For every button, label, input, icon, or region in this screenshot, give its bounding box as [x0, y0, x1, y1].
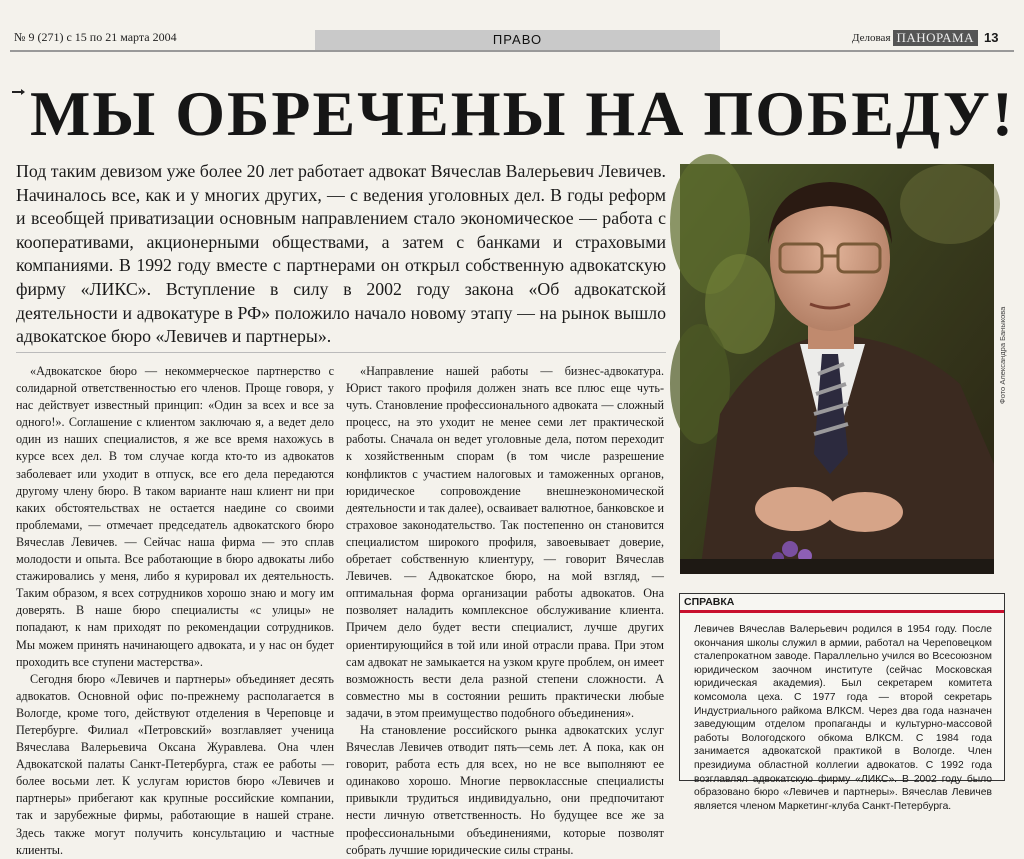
brand-small: Деловая: [852, 32, 891, 44]
section-title: ПРАВО: [492, 32, 543, 47]
brand: [852, 30, 978, 46]
info-box: [679, 593, 1005, 812]
article-column-1: [16, 363, 334, 859]
headline: МЫ ОБРЕЧЕНЫ НА ПОБЕДУ!: [30, 78, 1016, 149]
pointing-hand-icon: [12, 88, 26, 96]
column-1-paragraph: Сегодня бюро «Левичев и партнеры» объединяет десять адвокатов. Основной офис по-прежнему располагается в Вологде, кроме того, действуют отделения в Череповце и Петербурге. Филиал «Петровский» возглавляет ученица Вячеслава Валерьевича Оксана Журавлева. Она член Адвокатской палаты Санкт-Петербурга, стаж ее работы — более восьми лет. К услугам юристов бюро «Левичев и партнеры» прибегают как крупные российские компании, так и зарубежные фирмы, работающие в нашей стране. Здесь также могут получить консультацию и частные клиенты.: [16, 671, 334, 857]
header-divider: [10, 50, 1014, 52]
info-box-text: Левичев Вячеслав Валерьевич родился в 1954 году. После окончания школы служил в армии, работал на Череповецком сталепрокатном заводе. Параллельно учился во Всесоюзном юридическом заочном институте (сейчас Московская юридическая академия). Был секретарем комитета комсомола цеха. С 1977 года — второй секретарь Индустриального райкома ВЛКСМ. Через два года назначен заведующим отделом пропаганды и культурно-массовой работы Вологодского обкома ВЛКСМ. С 1984 года занимается адвокатской практикой в Вологде. Член президиума областной коллегии адвокатов. С 1992 года возглавлял адвокатскую фирму «ЛИКС». В 2002 году было образовано бюро «Левичев и партнеры». Вячеслав Левичев является членом Маркетинг-клуба Санкт-Петербурга.: [694, 624, 992, 812]
info-box-accent-line: [680, 610, 1004, 613]
info-box-title: СПРАВКА: [684, 596, 735, 608]
photo-credit: Фото Александра Баныкова: [998, 306, 1007, 404]
page-number: 13: [984, 30, 999, 45]
lead-paragraph: Под таким девизом уже более 20 лет работает адвокат Вячеслав Валерьевич Левичев. Начиналось все, как и у многих других, — с ведения уголовных дел. В годы реформ и всеобщей приватизации основным направлением стало экономическое — работа с кооперативами, акционерными обществами, а затем с банками и страховыми компаниями. В 1992 году вместе с партнерами он открыл собственную адвокатскую фирму «ЛИКС». Вступление в силу в 2002 году закона «Об адвокатской деятельности и адвокатуре в РФ» положило начало новому этапу — на рынок вышло адвокатское бюро «Левичев и партнеры».: [16, 161, 666, 347]
brand-name: ПАНОРАМА: [893, 30, 978, 46]
issue-info: № 9 (271) с 15 по 21 марта 2004: [14, 30, 177, 44]
column-2-paragraph: «Направление нашей работы — бизнес-адвокатура. Юрист такого профиля должен знать все плюс еще чуть-чуть. Становление профессионального адвоката — сложный процесс, на это уходит не менее семи лет практической работы. Сначала он ведет уголовные дела, потом переходит к хозяйственным спорам (в том числе разрешение конфликтов с участием налоговых и таможенных органов, юридическое сопровождение внешнеэкономической деятельности и так далее), осваивает валютное, банковское и страховое законодательство. Так постепенно он становится специалистом широкого профиля, завоевывает доверие, обретает собственную клиентуру, — говорит Вячеслав Левичев. — Адвокатское бюро, на мой взгляд, — оптимальная форма организации работы адвокатов. Она позволяет наладить комплексное обслуживание клиента. Причем дело будет вести специалист, лучше других ориентирующийся в той или иной отрасли права. При этом сам адвокат не замыкается на узком круге проблем, он имеет возможность вести дела разной степени сложности. А совместно мы в состоянии решить практически любые задачи, в этом преимущество подобного объединения».: [346, 364, 664, 720]
article-column-2: [346, 363, 664, 859]
column-2-paragraph: На становление российского рынка адвокатских услуг Вячеслав Левичев отводит пять—семь лет. А пока, как он говорит, работа есть для всех, но не все выполняют ее одинаково хорошо. Многие первоклассные специалисты привыкли трудиться индивидуально, они предпочитают нести личную ответственность. Но будущее все же за профессиональными объединениями, которые позволят собрать лучшие юридические силы страны.: [346, 722, 664, 857]
section-bar: [315, 30, 720, 50]
portrait-photo: [680, 164, 994, 574]
lead-divider: [16, 352, 666, 353]
column-1-paragraph: «Адвокатское бюро — некоммерческое партнерство с солидарной ответственностью его членов. Проще говоря, у нас действует известный принцип: «Один за всех и все за одного!». Соглашение с клиентом заключаю я, а ведет дело один из наших специалистов, я же все время нахожусь в курсе всех дел. В том случае когда кто-то из адвокатов заболевает или уходит в отпуск, все его дела передаются другому члену бюро. В таком варианте наш клиент ни при каких обстоятельствах не остается наедине со своими проблемами, — отмечает председатель адвокатского бюро Вячеслав Левичев. — Сейчас наша фирма — это сплав молодости и опыта. Все работающие в бюро адвокаты либо стажировались у меня, либо я курировал их деятельность. Таким образом, я всех сотрудников хорошо знаю и могу им доверять. В наше бюро специалисты «с улицы» не попадают, к нам приходят по рекомендации сотрудников. Мы можем принять начинающего адвоката, и у нас он будет проходить все ступени мастерства».: [16, 364, 334, 669]
